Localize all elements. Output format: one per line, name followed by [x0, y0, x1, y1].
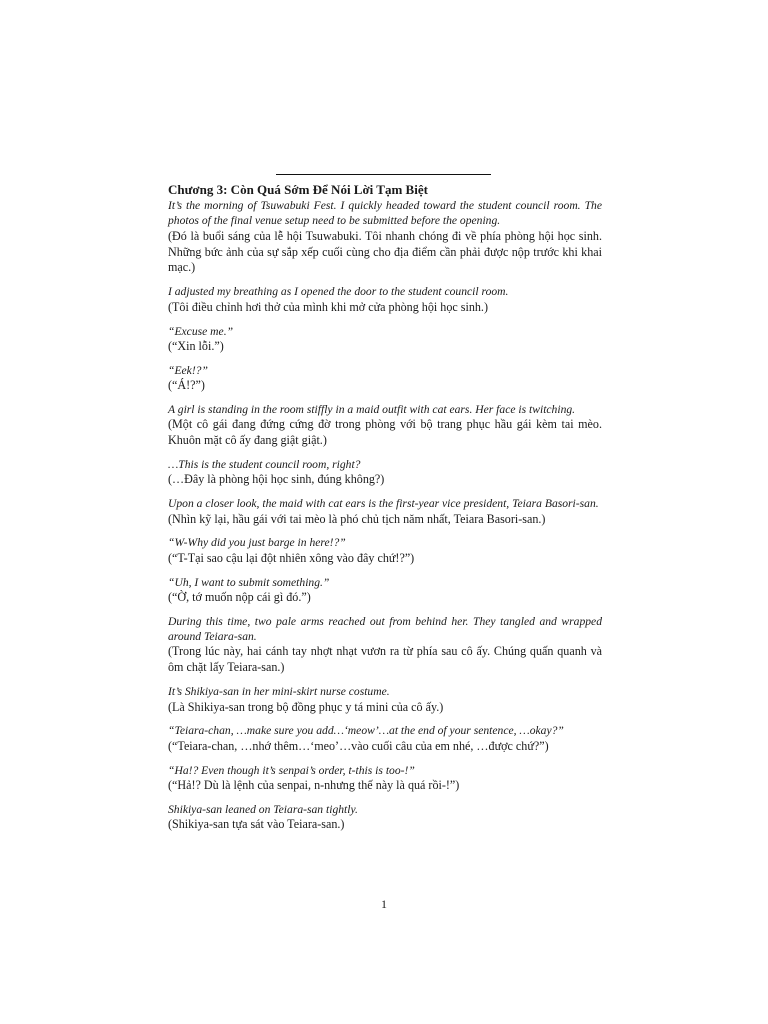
vietnamese-text: (Trong lúc này, hai cánh tay nhợt nhạt vươn ra từ phía sau cô ấy. Chúng quấn quanh và ôm chặt lấy Teiara-san.): [168, 644, 602, 675]
paragraph-pair: [168, 535, 602, 566]
paragraph-pair: [168, 363, 602, 394]
english-text: “Excuse me.”: [168, 324, 234, 338]
page-number: 1: [381, 897, 387, 911]
english-text: A girl is standing in the room stiffly in a maid outfit with cat ears. Her face is twitching.: [168, 402, 576, 416]
paragraph-pair: [168, 198, 602, 276]
paragraph-pair: [168, 457, 602, 488]
english-text: “Uh, I want to submit something.”: [168, 575, 330, 589]
english-text: “Ha!? Even though it’s senpai’s order, t-this is too-!”: [168, 763, 415, 777]
english-text: It’s Shikiya-san in her mini-skirt nurse costume.: [168, 685, 390, 699]
vietnamese-text: (Tôi điều chỉnh hơi thở của mình khi mở cửa phòng hội học sinh.): [168, 299, 488, 314]
paragraph-pair: [168, 684, 602, 715]
english-text: I adjusted my breathing as I opened the door to the student council room.: [168, 285, 509, 299]
vietnamese-text: (Shikiya-san tựa sát vào Teiara-san.): [168, 817, 345, 832]
english-text: Upon a closer look, the maid with cat ears is the first-year vice president, Teiara Basori-san.: [168, 497, 599, 511]
paragraph-pair: [168, 802, 602, 833]
paragraph-pair: [168, 324, 602, 355]
english-text: During this time, two pale arms reached out from behind her. They tangled and wrapped around Teiara-san.: [168, 614, 602, 644]
vietnamese-text: (“Xin lỗi.”): [168, 338, 224, 353]
english-text: Shikiya-san leaned on Teiara-san tightly.: [168, 802, 358, 816]
paragraph-pair: [168, 723, 602, 754]
vietnamese-text: (“T-Tại sao cậu lại đột nhiên xông vào đây chứ!?”): [168, 550, 415, 565]
vietnamese-text: (Là Shikiya-san trong bộ đồng phục y tá mini của cô ấy.): [168, 699, 444, 714]
paragraph-pair: [168, 284, 602, 315]
vietnamese-text: (“Á!?”): [168, 378, 205, 393]
english-text: “Teiara-chan, …make sure you add…‘meow’…at the end of your sentence, …okay?”: [168, 724, 564, 738]
english-text: “W-Why did you just barge in here!?”: [168, 536, 346, 550]
paragraph-pair: [168, 496, 602, 527]
english-text: …This is the student council room, right?: [168, 458, 361, 472]
vietnamese-text: (“Hả!? Dù là lệnh của senpai, n-nhưng thế này là quá rồi-!”): [168, 777, 460, 792]
english-text: It’s the morning of Tsuwabuki Fest. I quickly headed toward the student council room. The photos of the final venue setup need to be submitted before the opening.: [168, 199, 602, 228]
paragraph-pair: [168, 402, 602, 449]
vietnamese-text: (…Đây là phòng hội học sinh, đúng không?): [168, 472, 385, 487]
vietnamese-text: (Nhìn kỹ lại, hầu gái với tai mèo là phó chủ tịch năm nhất, Teiara Basori-san.): [168, 511, 546, 526]
paragraph-pair: [168, 763, 602, 794]
vietnamese-text: (Đó là buổi sáng của lễ hội Tsuwabuki. Tôi nhanh chóng đi về phía phòng hội học sinh. Những bức ảnh của sự sắp xếp cuối cùng cho địa điểm cần phải được nộp trước khi khai mạc.): [168, 228, 602, 275]
paragraph-pair: [168, 575, 602, 606]
chapter-title: Chương 3: Còn Quá Sớm Để Nói Lời Tạm Biệt: [168, 182, 428, 197]
vietnamese-text: (“Ờ, tớ muốn nộp cái gì đó.”): [168, 589, 311, 604]
paragraph-pair: [168, 614, 602, 676]
header-rule: [276, 174, 491, 175]
page-body: [168, 182, 602, 841]
english-text: “Eek!?”: [168, 363, 208, 377]
vietnamese-text: (“Teiara-chan, …nhớ thêm…‘meo’…vào cuối câu của em nhé, …được chứ?”): [168, 738, 549, 753]
vietnamese-text: (Một cô gái đang đứng cứng đờ trong phòng với bộ trang phục hầu gái kèm tai mèo. Khuôn mặt cô ấy đang giật giật.): [168, 417, 602, 448]
